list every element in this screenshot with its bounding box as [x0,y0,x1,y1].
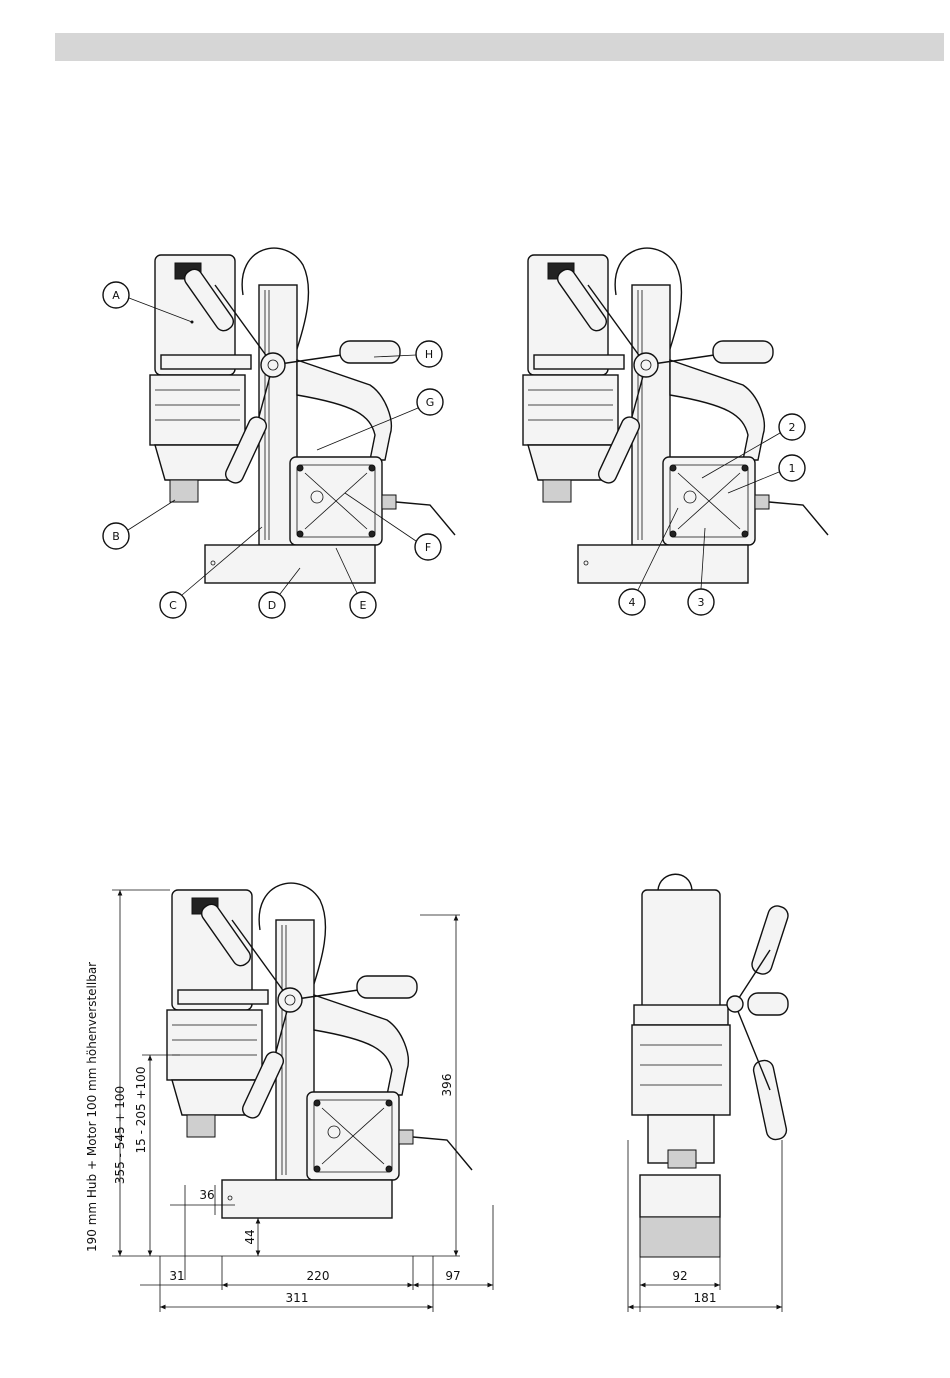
callout-label-c: C [169,599,177,612]
dim-tool-height: 15 - 205 +100 [134,1066,148,1154]
callout-label-4: 4 [628,596,636,609]
callout-label-2: 2 [788,421,796,434]
dim-right-97: 97 [445,1269,461,1283]
callout-label-d: D [267,599,277,612]
callout-label-g: G [425,396,435,409]
dim-height-note: 190 mm Hub + Motor 100 mm höhenverstellbar [85,961,99,1252]
dim-base-44: 44 [243,1229,257,1245]
dim-overall-height: 396 [440,1073,454,1097]
callout-label-a: A [112,289,120,302]
drill-top-right [523,248,828,583]
dim-base-220: 220 [306,1269,330,1283]
callout-label-f: F [424,541,432,554]
dim-left-31: 31 [169,1269,185,1283]
dim-total-311: 311 [285,1291,309,1305]
dim-height-range: 355 - 545 + 100 [113,1085,127,1185]
dim-front-92: 92 [672,1269,688,1283]
drill-bottom-front [632,874,790,1257]
callout-label-b: B [112,530,120,543]
dim-offset-36: 36 [199,1188,215,1202]
callout-label-h: H [424,348,434,361]
callout-label-3: 3 [697,596,705,609]
drill-bottom-side [167,883,472,1218]
callout-label-1: 1 [788,462,796,475]
callout-label-e: E [359,599,367,612]
dim-front-181: 181 [693,1291,717,1305]
drill-top-left [150,248,455,583]
